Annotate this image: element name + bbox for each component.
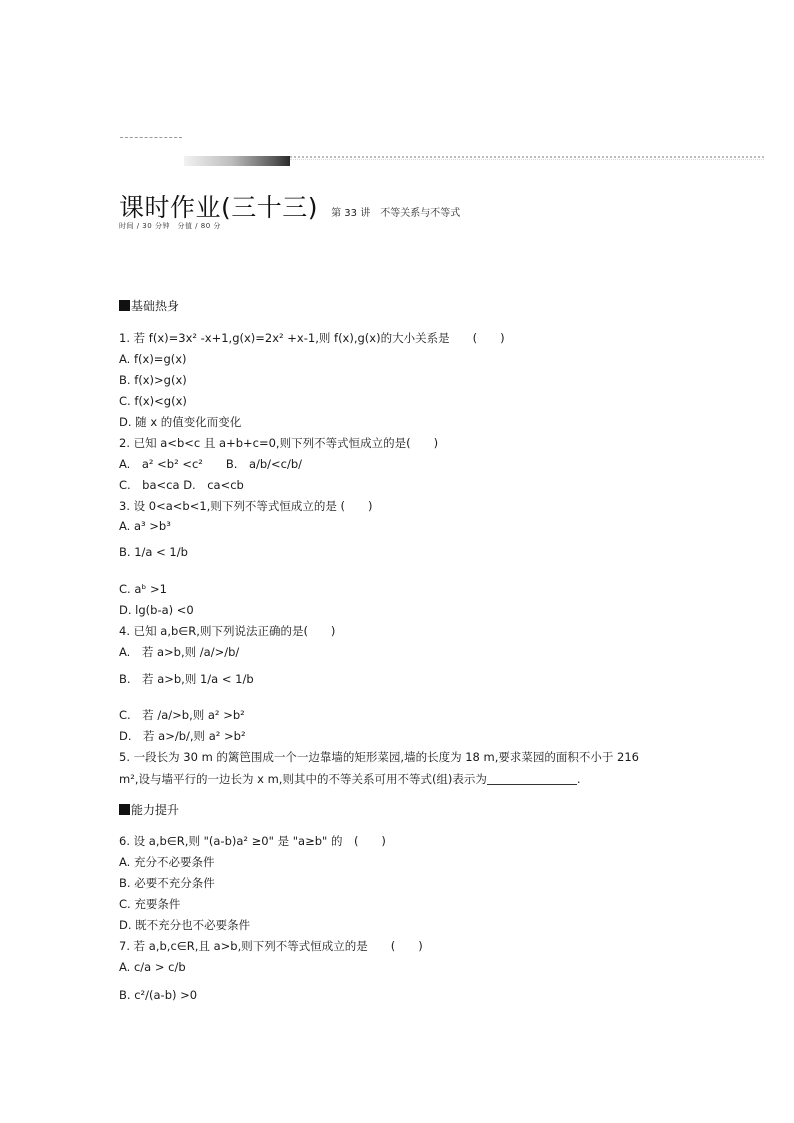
q4-option-d: D. 若 a>/b/,则 a² >b² <box>119 729 246 743</box>
q6-option-c: C. 充要条件 <box>119 897 181 911</box>
q1-option-d: D. 随 x 的值变化而变化 <box>119 415 242 429</box>
section-basic-label: 基础热身 <box>131 299 180 313</box>
header-dotted-rule <box>290 156 764 158</box>
header-dotted-rule-secondary <box>290 159 764 160</box>
question-5-line-1: 5. 一段长为 30 m 的篱笆围成一个一边靠墙的矩形菜园,墙的长度为 18 m,要求菜园的面积不小于 216 <box>119 750 639 764</box>
q6-option-b: B. 必要不充分条件 <box>119 876 215 890</box>
q3-option-b: B. 1/a < 1/b <box>119 545 188 559</box>
q2-options-ab: A. a² <b² <c² B. a/b/<c/b/ <box>119 457 303 471</box>
section-marker-icon <box>119 804 130 815</box>
question-5-line-2: m²,设与墙平行的一边长为 x m,则其中的不等关系可用不等式(组)表示为 . <box>119 772 581 786</box>
question-2: 2. 已知 a<b<c 且 a+b+c=0,则下列不等式恒成立的是( ) <box>119 436 439 450</box>
q1-option-c: C. f(x)<g(x) <box>119 394 187 408</box>
q4-option-a: A. 若 a>b,则 /a/>/b/ <box>119 645 240 659</box>
page-title: 课时作业(三十三) <box>119 193 319 222</box>
q2-options-cd: C. ba<ca D. ca<cb <box>119 478 244 492</box>
question-3: 3. 设 0<a<b<1,则下列不等式恒成立的是 ( ) <box>119 499 373 513</box>
q3-option-c: C. aᵇ >1 <box>119 582 167 596</box>
question-4: 4. 已知 a,b∈R,则下列说法正确的是( ) <box>119 624 336 638</box>
header-short-rule <box>120 137 182 138</box>
section-basic <box>119 297 179 314</box>
q6-option-d: D. 既不充分也不必要条件 <box>119 918 251 932</box>
q3-option-d: D. lg(b-a) <0 <box>119 603 194 617</box>
question-6: 6. 设 a,b∈R,则 "(a-b)a² ≥0" 是 "a≥b" 的 ( ) <box>119 834 386 848</box>
q1-option-b: B. f(x)>g(x) <box>119 373 187 387</box>
q7-option-b: B. c²/(a-b) >0 <box>119 988 198 1002</box>
section-marker-icon <box>119 300 130 311</box>
q7-option-a: A. c/a > c/b <box>119 960 186 974</box>
q1-option-a: A. f(x)=g(x) <box>119 352 187 366</box>
header-gradient-bar <box>184 156 290 166</box>
answer-blank <box>487 774 577 785</box>
question-5-text: m²,设与墙平行的一边长为 x m,则其中的不等关系可用不等式(组)表示为 <box>119 772 487 786</box>
lesson-subtitle: 第 33 讲 不等关系与不等式 <box>331 208 461 219</box>
time-score-info: 时间 / 30 分钟 分值 / 80 分 <box>119 222 221 230</box>
q6-option-a: A. 充分不必要条件 <box>119 855 215 869</box>
title-row <box>119 188 460 224</box>
q3-option-a: A. a³ >b³ <box>119 519 171 533</box>
q4-option-b: B. 若 a>b,则 1/a < 1/b <box>119 672 254 686</box>
section-advanced <box>119 801 179 818</box>
section-advanced-label: 能力提升 <box>131 803 180 817</box>
q4-option-c: C. 若 /a/>b,则 a² >b² <box>119 708 245 722</box>
question-7: 7. 若 a,b,c∈R,且 a>b,则下列不等式恒成立的是 ( ) <box>119 939 423 953</box>
question-1: 1. 若 f(x)=3x² -x+1,g(x)=2x² +x-1,则 f(x),g(x)的大小关系是 ( ) <box>119 331 505 345</box>
